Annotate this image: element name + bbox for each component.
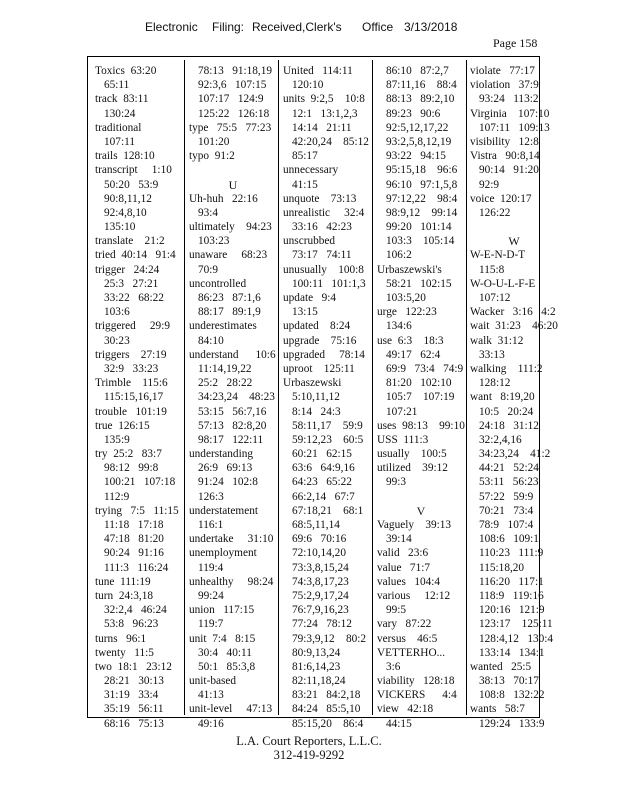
index-term: urge 122:23 — [377, 306, 437, 319]
index-reference: 53:8 96:23 — [104, 618, 159, 631]
index-reference: 82:11,18,24 — [292, 675, 346, 688]
index-reference: 129:24 133:9 — [479, 717, 545, 730]
index-term: Vistra 90:8,14 — [470, 150, 540, 163]
index-term: turns 96:1 — [95, 632, 147, 645]
index-reference: 53:11 56:23 — [479, 476, 539, 489]
index-reference: 128:12 — [479, 377, 511, 390]
index-reference: 126:3 — [198, 490, 224, 503]
index-reference: 103:23 — [198, 235, 230, 248]
footer-phone: 312-419-9292 — [273, 748, 345, 762]
index-term: two 18:1 23:12 — [95, 660, 172, 673]
index-term: want 8:19,20 — [470, 391, 535, 404]
index-reference: 98:17 122:11 — [198, 433, 264, 446]
index-term: W-E-N-D-T — [470, 249, 526, 262]
index-reference: 13:15 — [292, 306, 318, 319]
index-reference: 115:15,16,17 — [104, 391, 164, 404]
index-term: unit 7:4 8:15 — [189, 632, 256, 645]
index-column-3 — [283, 64, 371, 731]
index-term: typo 91:2 — [189, 150, 235, 163]
index-reference: 34:23,24 48:23 — [198, 391, 275, 404]
index-reference: 63:6 64:9,16 — [292, 462, 355, 475]
index-term: triggered 29:9 — [95, 320, 170, 333]
index-reference: 119:7 — [198, 618, 224, 631]
index-term: update 9:4 — [283, 292, 337, 304]
index-term: unscrubbed — [283, 235, 336, 248]
index-reference: 91:24 102:8 — [198, 476, 258, 489]
index-reference: 53:15 56:7,16 — [198, 405, 267, 418]
index-reference: 87:11,16 88:4 — [386, 79, 457, 92]
index-reference: 90:8,11,12 — [104, 192, 152, 205]
index-reference: 100:11 101:1,3 — [292, 277, 366, 290]
index-reference: 64:23 65:22 — [292, 476, 352, 489]
index-reference: 85:15,20 86:4 — [292, 717, 364, 730]
index-reference: 125:22 126:18 — [198, 107, 270, 120]
index-reference: 58:21 102:15 — [386, 277, 452, 290]
index-reference: 92:9 — [479, 178, 500, 191]
index-reference: 118:9 119:16 — [479, 589, 544, 602]
index-term: VETTERHO... — [377, 646, 446, 659]
index-term: Virginia 107:10 — [470, 107, 550, 120]
header-filing: Filing: — [212, 20, 245, 34]
index-term: transcript 1:10 — [95, 164, 172, 177]
index-reference: 115:18,20 — [479, 561, 525, 574]
section-letter: U — [228, 177, 238, 192]
index-reference: 68:16 75:13 — [104, 717, 164, 730]
index-term: tried 40:14 91:4 — [95, 249, 176, 262]
index-term: wants 58:7 — [470, 703, 525, 716]
index-term: violate 77:17 — [470, 65, 535, 77]
index-reference: 135:9 — [104, 433, 130, 446]
index-reference: 106:2 — [386, 249, 412, 262]
index-term: Urbaszewski's — [377, 263, 442, 276]
index-reference: 35:19 56:11 — [104, 703, 164, 716]
index-reference: 128:4,12 130:4 — [479, 632, 554, 645]
index-reference: 85:17 — [292, 150, 318, 163]
index-reference: 107:11 — [104, 135, 135, 148]
index-term: vary 87:22 — [377, 618, 432, 631]
column-separator — [466, 60, 467, 715]
index-reference: 50:1 85:3,8 — [198, 660, 256, 673]
index-reference: 33:13 — [479, 348, 505, 361]
index-reference: 65:11 — [104, 79, 130, 92]
index-term: Trimble 115:6 — [95, 377, 168, 390]
index-reference: 86:23 87:1,6 — [198, 292, 261, 304]
index-term: trails 128:10 — [95, 150, 155, 163]
index-reference: 41:13 — [198, 689, 224, 702]
index-reference: 47:18 81:20 — [104, 533, 164, 546]
header-date: 3/13/2018 — [404, 20, 458, 34]
index-term: unnecessary — [283, 164, 339, 177]
index-reference: 98:12 99:8 — [104, 462, 159, 475]
column-separator — [278, 60, 279, 715]
index-reference: 96:10 97:1,5,8 — [386, 178, 458, 191]
index-reference: 97:12,22 98:4 — [386, 192, 458, 205]
index-term — [377, 490, 465, 504]
index-reference: 120:10 — [292, 79, 324, 92]
index-term: voice 120:17 — [470, 192, 532, 205]
index-term: violation 37:9 — [470, 79, 539, 92]
index-reference: 115:8 — [479, 263, 505, 276]
section-letter: W — [508, 234, 520, 249]
index-column-4 — [377, 64, 465, 731]
index-reference: 3:6 — [386, 660, 401, 673]
index-reference: 24:18 31:12 — [479, 419, 539, 432]
index-reference: 49:16 — [198, 717, 224, 730]
index-term: union 117:15 — [189, 604, 255, 617]
index-reference: 70:21 73:4 — [479, 504, 534, 517]
index-reference: 92:3,6 107:15 — [198, 79, 267, 92]
index-reference: 130:24 — [104, 107, 136, 120]
section-letter: V — [416, 503, 426, 518]
index-reference: 100:21 107:18 — [104, 476, 176, 489]
index-term: unusually 100:8 — [283, 263, 364, 276]
index-reference: 88:17 89:1,9 — [198, 306, 261, 319]
column-separator — [184, 60, 185, 715]
index-reference: 30:23 — [104, 334, 130, 347]
index-reference: 78:13 91:18,19 — [198, 65, 273, 77]
index-reference: 120:16 121:9 — [479, 604, 545, 617]
index-reference: 26:9 69:13 — [198, 462, 253, 475]
index-reference: 59:12,23 60:5 — [292, 433, 364, 446]
index-reference: 99:5 — [386, 604, 407, 617]
index-term: valid 23:6 — [377, 547, 429, 560]
index-reference: 70:9 — [198, 263, 219, 276]
index-term — [470, 220, 558, 234]
index-reference: 49:17 62:4 — [386, 348, 441, 361]
index-reference: 44:21 52:24 — [479, 462, 539, 475]
index-term: turn 24:3,18 — [95, 589, 154, 602]
index-term: units 9:2,5 10:8 — [283, 93, 365, 106]
index-term: traditional — [95, 121, 142, 134]
index-reference: 44:15 — [386, 717, 412, 730]
index-reference: 25:3 27:21 — [104, 277, 159, 290]
index-term: uproot 125:11 — [283, 362, 355, 375]
index-reference: 108:8 132:22 — [479, 689, 545, 702]
index-reference: 93:24 113:2 — [479, 93, 539, 106]
index-reference: 8:14 24:3 — [292, 405, 341, 418]
index-term: track 83:11 — [95, 93, 149, 106]
index-reference: 101:20 — [198, 135, 230, 148]
index-reference: 112:9 — [104, 490, 130, 503]
index-reference: 38:13 70:17 — [479, 675, 539, 688]
index-term: walking 111:2 — [470, 362, 543, 375]
index-reference: 80:9,13,24 — [292, 646, 341, 659]
index-term: unrealistic 32:4 — [283, 206, 365, 219]
index-column-2 — [189, 64, 277, 731]
index-reference: 60:21 62:15 — [292, 448, 352, 461]
index-reference: 68:5,11,14 — [292, 519, 340, 531]
index-term: utilized 39:12 — [377, 462, 448, 475]
index-reference: 110:23 111:9 — [479, 547, 544, 560]
index-reference: 92:4,8,10 — [104, 206, 147, 219]
index-reference: 41:15 — [292, 178, 318, 191]
index-reference: 58:11,17 59:9 — [292, 419, 363, 432]
index-term: United 114:11 — [283, 65, 353, 77]
index-reference: 93:2,5,8,12,19 — [386, 135, 452, 148]
index-reference: 57:22 59:9 — [479, 490, 534, 503]
index-reference: 107:21 — [386, 405, 418, 418]
index-reference: 32:2,4,16 — [479, 433, 522, 446]
index-reference: 69:6 70:16 — [292, 533, 347, 546]
index-term: VICKERS 4:4 — [377, 689, 457, 702]
index-reference: 135:10 — [104, 221, 136, 234]
index-reference: 81:20 102:10 — [386, 377, 452, 390]
index-term: updated 8:24 — [283, 320, 351, 333]
index-reference: 88:13 89:2,10 — [386, 93, 455, 106]
index-reference: 10:5 20:24 — [479, 405, 534, 418]
index-reference: 84:24 85:5,10 — [292, 703, 361, 716]
index-reference: 67:18,21 68:1 — [292, 504, 364, 517]
index-term: unemployment — [189, 547, 257, 560]
index-term: W-O-U-L-F-E — [470, 277, 536, 290]
index-reference: 116:20 117:1 — [479, 575, 544, 588]
index-term: wait 31:23 46:20 — [470, 320, 558, 333]
index-term: understatement — [189, 504, 259, 517]
index-reference: 95:15,18 96:6 — [386, 164, 458, 177]
index-reference: 93:22 94:15 — [386, 150, 446, 163]
index-reference: 11:14,19,22 — [198, 362, 252, 375]
footer-company: L.A. Court Reporters, L.L.C. — [236, 734, 382, 748]
index-term: value 71:7 — [377, 561, 431, 574]
index-term: unit-based — [189, 675, 237, 688]
index-reference: 34:23,24 41:2 — [479, 448, 551, 461]
index-reference: 32:2,4 46:24 — [104, 604, 167, 617]
index-reference: 77:24 78:12 — [292, 618, 352, 631]
index-reference: 107:11 109:13 — [479, 121, 550, 134]
index-term: upgraded 78:14 — [283, 348, 365, 361]
index-term: Wacker 3:16 4:2 — [470, 306, 556, 319]
index-reference: 66:2,14 67:7 — [292, 490, 355, 503]
index-reference: 31:19 33:4 — [104, 689, 159, 702]
index-reference: 72:10,14,20 — [292, 547, 346, 560]
index-reference: 76:7,9,16,23 — [292, 604, 349, 617]
index-reference: 78:9 107:4 — [479, 519, 534, 531]
index-reference: 25:2 28:22 — [198, 377, 253, 390]
index-reference: 32:9 33:23 — [104, 362, 159, 375]
index-term: Toxics 63:20 — [95, 65, 157, 77]
index-term: undertake 31:10 — [189, 533, 274, 546]
index-reference: 134:6 — [386, 320, 412, 333]
index-term: unit-level 47:13 — [189, 703, 273, 716]
index-term: twenty 11:5 — [95, 646, 154, 659]
index-reference: 81:6,14,23 — [292, 660, 341, 673]
index-reference: 5:10,11,12 — [292, 391, 340, 404]
index-term: try 25:2 83:7 — [95, 448, 162, 461]
index-reference: 50:20 53:9 — [104, 178, 159, 191]
index-term: type 75:5 77:23 — [189, 121, 272, 134]
index-reference: 111:3 116:24 — [104, 561, 169, 574]
index-reference: 73:3,8,15,24 — [292, 561, 349, 574]
index-term: walk 31:12 — [470, 334, 524, 347]
index-term: versus 46:5 — [377, 632, 438, 645]
index-column-1 — [95, 64, 183, 731]
index-term: underestimates — [189, 320, 257, 333]
index-term: various 12:12 — [377, 589, 451, 602]
index-reference: 33:16 42:23 — [292, 221, 352, 234]
index-term: visibility 12:8 — [470, 135, 539, 148]
index-reference: 14:14 21:11 — [292, 121, 352, 134]
index-term: unquote 73:13 — [283, 192, 357, 205]
index-term: unaware 68:23 — [189, 249, 268, 262]
index-term: uses 98:13 99:10 — [377, 419, 465, 432]
index-term: tune 111:19 — [95, 575, 151, 588]
index-term: viability 128:18 — [377, 675, 455, 688]
index-reference: 83:21 84:2,18 — [292, 689, 361, 702]
index-reference: 107:12 — [479, 292, 511, 304]
index-reference: 99:3 — [386, 476, 407, 489]
index-reference: 103:3 105:14 — [386, 235, 455, 248]
header-electronic: Electronic — [145, 20, 198, 34]
page-number: Page 158 — [493, 36, 538, 50]
index-reference: 98:9,12 99:14 — [386, 206, 458, 219]
index-reference: 73:17 74:11 — [292, 249, 352, 262]
index-reference: 107:17 124:9 — [198, 93, 264, 106]
index-reference: 42:20,24 85:12 — [292, 135, 369, 148]
index-term: use 6:3 18:3 — [377, 334, 444, 347]
index-reference: 116:1 — [198, 519, 224, 531]
index-term: upgrade 75:16 — [283, 334, 357, 347]
index-reference: 108:6 109:1 — [479, 533, 539, 546]
index-reference: 103:6 — [104, 306, 130, 319]
index-term: trying 7:5 11:15 — [95, 504, 179, 517]
column-separator — [372, 60, 373, 715]
index-term: unhealthy 98:24 — [189, 575, 274, 588]
index-reference: 133:14 134:1 — [479, 646, 545, 659]
index-reference: 126:22 — [479, 206, 511, 219]
index-reference: 89:23 90:6 — [386, 107, 441, 120]
index-term: Urbaszewski — [283, 377, 342, 390]
index-term: Uh-huh 22:16 — [189, 192, 258, 205]
index-reference: 75:2,9,17,24 — [292, 589, 349, 602]
index-reference: 57:13 82:8,20 — [198, 419, 267, 432]
index-term: Vaguely 39:13 — [377, 519, 452, 531]
index-reference: 33:22 68:22 — [104, 292, 164, 304]
index-term: uncontrolled — [189, 277, 247, 290]
index-reference: 90:14 91:20 — [479, 164, 539, 177]
index-reference: 39:14 — [386, 533, 412, 546]
index-reference: 123:17 125:11 — [479, 618, 553, 631]
index-reference: 74:3,8,17,23 — [292, 575, 349, 588]
index-reference: 103:5,20 — [386, 292, 426, 304]
index-term: usually 100:5 — [377, 448, 447, 461]
index-reference: 11:18 17:18 — [104, 519, 164, 531]
index-term: view 42:18 — [377, 703, 434, 716]
index-reference: 79:3,9,12 80:2 — [292, 632, 367, 645]
index-term: wanted 25:5 — [470, 660, 532, 673]
index-reference: 99:20 101:14 — [386, 221, 452, 234]
index-term: trouble 101:19 — [95, 405, 167, 418]
index-term: USS 111:3 — [377, 433, 429, 446]
index-term: translate 21:2 — [95, 235, 165, 248]
index-term: ultimately 94:23 — [189, 221, 272, 234]
header-office: Office — [362, 20, 394, 34]
index-term: trigger 24:24 — [95, 263, 160, 276]
index-term: true 126:15 — [95, 419, 150, 432]
index-reference: 90:24 91:16 — [104, 547, 164, 560]
index-reference: 99:24 — [198, 589, 224, 602]
index-term — [189, 163, 277, 177]
index-term: understand 10:6 — [189, 348, 276, 361]
index-reference: 12:1 13:1,2,3 — [292, 107, 358, 120]
index-reference: 86:10 87:2,7 — [386, 65, 449, 77]
index-reference: 92:5,12,17,22 — [386, 121, 449, 134]
index-term: values 104:4 — [377, 575, 441, 588]
index-reference: 93:4 — [198, 206, 219, 219]
index-reference: 105:7 107:19 — [386, 391, 455, 404]
index-term: understanding — [189, 448, 254, 461]
index-reference: 84:10 — [198, 334, 224, 347]
header-received: Received,Clerk's — [252, 20, 342, 34]
index-reference: 30:4 40:11 — [198, 646, 252, 659]
index-reference: 28:21 30:13 — [104, 675, 164, 688]
index-reference: 119:4 — [198, 561, 224, 574]
index-term: triggers 27:19 — [95, 348, 167, 361]
index-column-5 — [470, 64, 558, 731]
index-reference: 69:9 73:4 74:9 — [386, 362, 464, 375]
